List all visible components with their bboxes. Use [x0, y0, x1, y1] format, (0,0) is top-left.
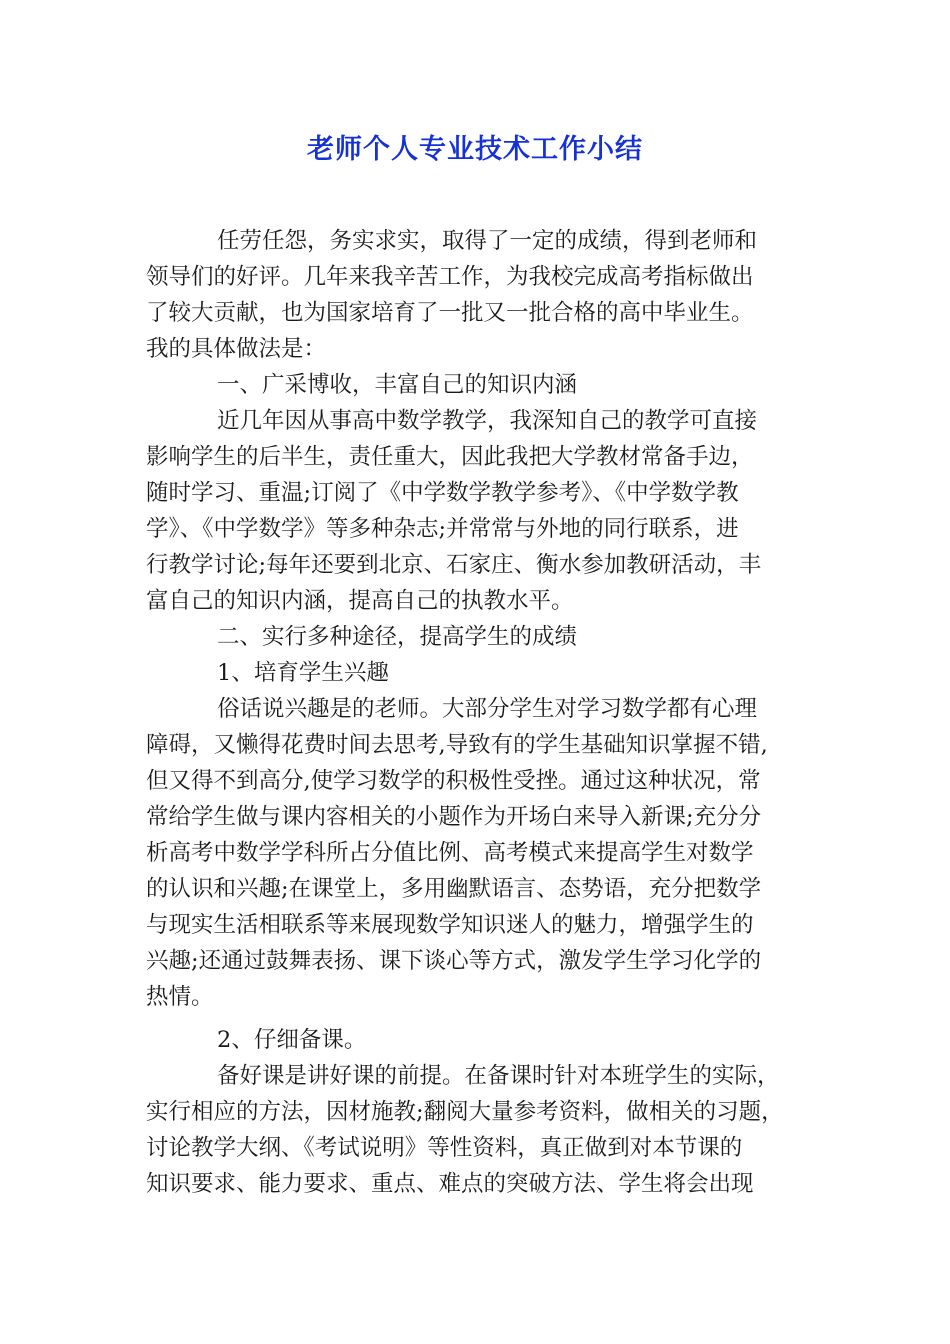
section-heading: 二、实行多种途径，提高学生的成绩 [217, 624, 578, 650]
subsection-heading: 2、仔细备课。 [217, 1027, 367, 1053]
paragraph-line: 与现实生活相联系等来展现数学知识迷人的魅力，增强学生的 [146, 912, 754, 938]
paragraph-line: 领导们的好评。几年来我辛苦工作，为我校完成高考指标做出 [146, 264, 754, 290]
paragraph-line: 知识要求、能力要求、重点、难点的突破方法、学生将会出现 [146, 1171, 754, 1197]
paragraph-line: 随时学习、重温;订阅了《中学数学教学参考》、《中学数学教 [146, 480, 739, 506]
paragraph-line: 热情。 [146, 984, 214, 1010]
paragraph-line: 富自己的知识内涵，提高自己的执教水平。 [146, 588, 574, 614]
section-heading: 一、广采博收，丰富自己的知识内涵 [217, 372, 578, 398]
paragraph-line: 我的具体做法是： [146, 336, 327, 362]
paragraph-line: 的认识和兴趣;在课堂上，多用幽默语言、态势语，充分把数学 [146, 876, 762, 902]
paragraph-line: 障碍，又懒得花费时间去思考,导致有的学生基础知识掌握不错, [146, 732, 768, 758]
paragraph-line: 实行相应的方法，因材施教;翻阅大量参考资料，做相关的习题， [146, 1099, 784, 1125]
paragraph-line: 近几年因从事高中数学教学，我深知自己的教学可直接 [217, 408, 758, 434]
paragraph-line: 学》、《中学数学》等多种杂志;并常常与外地的同行联系，进 [146, 516, 739, 542]
paragraph-line: 讨论教学大纲、《考试说明》等性资料，真正做到对本节课的 [146, 1135, 743, 1161]
paragraph-line: 任劳任怨，务实求实，取得了一定的成绩，得到老师和 [217, 228, 758, 254]
paragraph-line: 兴趣;还通过鼓舞表扬、课下谈心等方式，激发学生学习化学的 [146, 948, 762, 974]
subsection-heading: 1、培育学生兴趣 [217, 660, 389, 686]
paragraph-line: 常给学生做与课内容相关的小题作为开场白来导入新课;充分分 [146, 804, 762, 830]
paragraph-line: 备好课是讲好课的前提。在备课时针对本班学生的实际， [217, 1063, 780, 1089]
paragraph-line: 了较大贡献，也为国家培育了一批又一批合格的高中毕业生。 [146, 300, 754, 326]
paragraph-line: 俗话说兴趣是的老师。大部分学生对学习数学都有心理 [217, 696, 758, 722]
paragraph-line: 但又得不到高分,使学习数学的积极性受挫。通过这种状况，常 [146, 768, 761, 794]
paragraph-line: 析高考中数学学科所占分值比例、高考模式来提高学生对数学 [146, 840, 754, 866]
paragraph-line: 影响学生的后半生，责任重大，因此我把大学教材常备手边， [146, 444, 754, 470]
document-body [146, 223, 816, 1202]
paragraph-line: 行教学讨论;每年还要到北京、石家庄、衡水参加教研活动，丰 [146, 552, 762, 578]
document-title: 老师个人专业技术工作小结 [307, 134, 643, 165]
